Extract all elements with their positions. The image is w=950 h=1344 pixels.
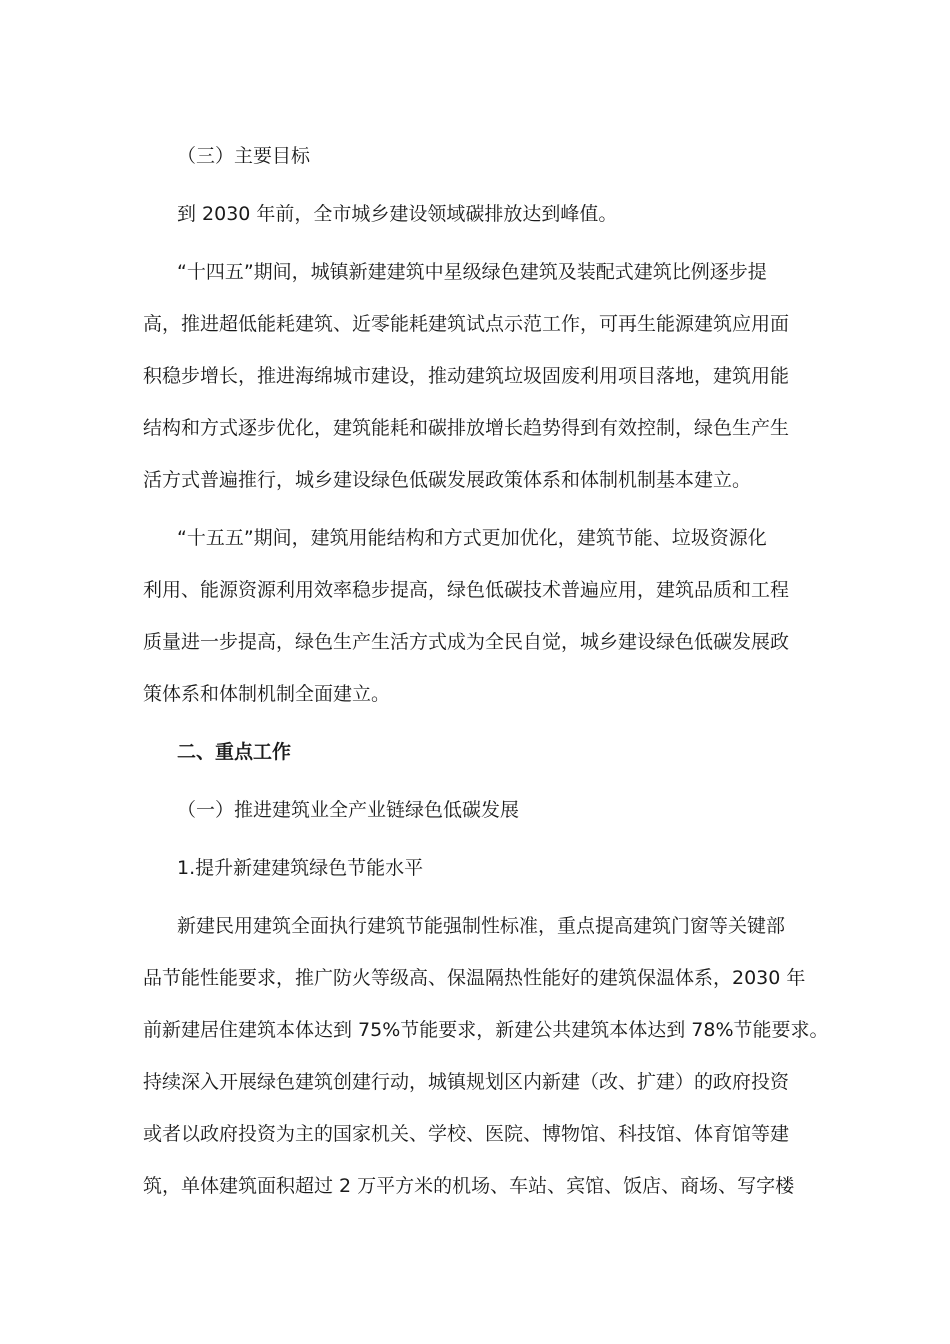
text-line: 结构和方式逐步优化，建筑能耗和碳排放增长趋势得到有效控制，绿色生产生 bbox=[143, 417, 790, 439]
text-line: 质量进一步提高，绿色生产生活方式成为全民自觉，城乡建设绿色低碳发展政 bbox=[143, 631, 790, 653]
text-line: 高，推进超低能耗建筑、近零能耗建筑试点示范工作，可再生能源建筑应用面 bbox=[143, 313, 790, 335]
text-line: 品节能性能要求，推广防火等级高、保温隔热性能好的建筑保温体系，2030 年 bbox=[143, 967, 806, 989]
paragraph-peak-target: 到 2030 年前，全市城乡建设领域碳排放达到峰值。 bbox=[177, 203, 618, 225]
text-line: 利用、能源资源利用效率稳步提高，绿色低碳技术普遍应用，建筑品质和工程 bbox=[143, 579, 790, 601]
item-heading-new-building-efficiency: 1.提升新建建筑绿色节能水平 bbox=[177, 857, 424, 879]
paragraph-15th-five-year bbox=[143, 512, 823, 720]
document-body bbox=[143, 130, 829, 1218]
text-line: “十四五”期间，城镇新建建筑中星级绿色建筑及装配式建筑比例逐步提 bbox=[177, 261, 767, 283]
subsection-heading-industry-chain: （一）推进建筑业全产业链绿色低碳发展 bbox=[177, 799, 520, 821]
text-line: 新建民用建筑全面执行建筑节能强制性标准，重点提高建筑门窗等关键部 bbox=[177, 915, 786, 937]
text-line: 持续深入开展绿色建筑创建行动，城镇规划区内新建（改、扩建）的政府投资 bbox=[143, 1071, 790, 1093]
section-heading-main-goals: （三）主要目标 bbox=[177, 145, 311, 167]
text-line: 或者以政府投资为主的国家机关、学校、医院、博物馆、科技馆、体育馆等建 bbox=[143, 1123, 790, 1145]
text-line: 活方式普遍推行，城乡建设绿色低碳发展政策体系和体制机制基本建立。 bbox=[143, 469, 752, 491]
text-line: 筑，单体建筑面积超过 2 万平方米的机场、车站、宾馆、饭店、商场、写字楼 bbox=[143, 1175, 795, 1197]
text-line: 前新建居住建筑本体达到 75%节能要求，新建公共建筑本体达到 78%节能要求。 bbox=[143, 1019, 829, 1041]
text-line: “十五五”期间，建筑用能结构和方式更加优化，建筑节能、垃圾资源化 bbox=[177, 527, 767, 549]
section-heading-key-work: 二、重点工作 bbox=[177, 741, 292, 763]
text-line: 积稳步增长，推进海绵城市建设，推动建筑垃圾固废利用项目落地，建筑用能 bbox=[143, 365, 790, 387]
text-line: 策体系和体制机制全面建立。 bbox=[143, 683, 391, 705]
paragraph-new-building-standards bbox=[143, 900, 829, 1212]
paragraph-14th-five-year bbox=[143, 246, 823, 506]
